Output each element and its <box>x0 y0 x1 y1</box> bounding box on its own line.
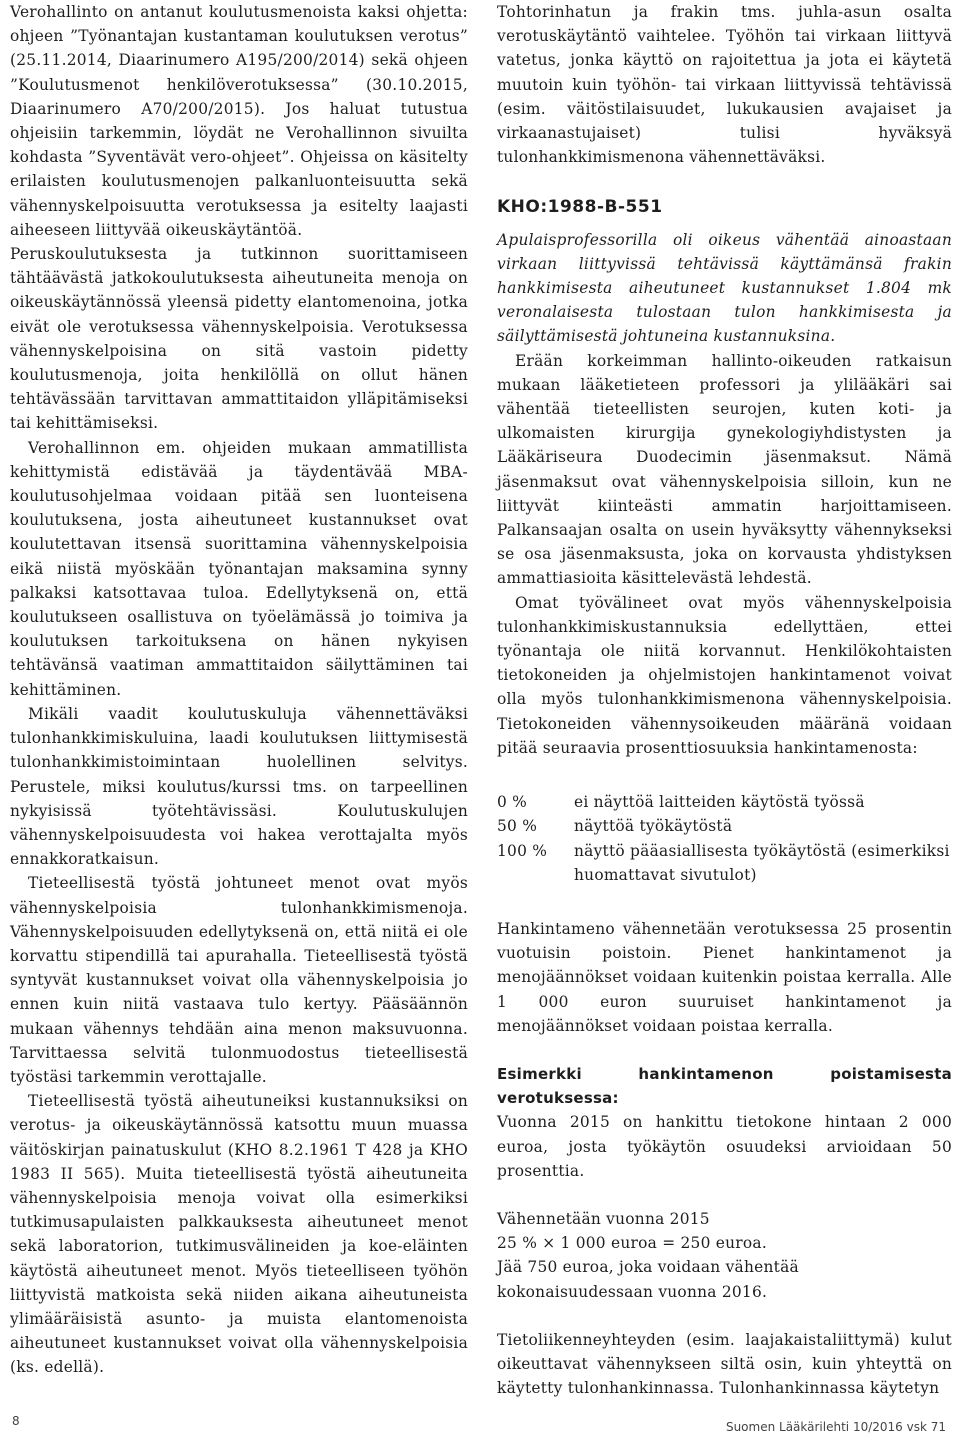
calculation-line: Jää 750 euroa, joka voidaan vähentää <box>497 1258 799 1277</box>
description-cell: ei näyttöä laitteiden käytöstä työssä <box>574 793 865 812</box>
right-column <box>497 0 952 1400</box>
paragraph-membership-fees: Erään korkeimman hallinto-oikeuden ratkaisun mukaan lääketieteen professori ja ylilääkäri sai vähentää tieteellisten seurojen, kuten koti- ja ulkomaisten kirurgija gynekologiyhdistysten ja Lääkäriseura Duodecimin jäsenmaksut. Nämä jäsenmaksut ovat vähennyskelpoisia silloin, kun ne liittyvät kiinteästi ammatin harjoittamiseen. Palkansaajan osalta on usein hyväksytty vähennykseksi se osa jäsenmaksusta, joka on korvausta yhdistyksen ammattiasioita käsittelevästä lehdestä. <box>497 351 952 588</box>
description-cell: näyttöä työkäytöstä <box>574 817 733 836</box>
percentage-cell: 0 % <box>497 793 528 812</box>
calculation-line: Vähennetään vuonna 2015 <box>497 1209 710 1228</box>
paragraph-mba: Verohallinnon em. ohjeiden mukaan ammatillista kehittymistä edistävää ja täydentävää MBA-koulutusohjelmaa voidaan pitää sen luonteisena koulutuksena, josta aiheutuneet kustannukset ovat koulutettavan itsensä suorittamina vähennyskelpoisia eikä niistä myöskään työnantajan maksamina synny palkaksi katsottavaa tuloa. Edellytyksenä on, että koulutukseen osallistuva on työelämässä jo toimiva ja koulutuksen tarkoituksena on hänen nykyisen tehtävänsä vaatiman ammattitaidon säilyttäminen tai kehittäminen. <box>10 438 468 699</box>
left-column <box>10 0 468 1380</box>
example-text: Vuonna 2015 on hankittu tietokone hintaan 2 000 euroa, josta työkäytön osuudeksi arvioidaan 50 prosenttia. <box>497 1113 952 1180</box>
paragraph-telecom: Tietoliikenneyhteyden (esim. laajakaistaliittymä) kulut oikeuttavat vähennykseen siltä osin, kuin yhteyttä on käytetty tulonhankinnassa. Tulonhankinnassa käytetyn <box>497 1330 952 1398</box>
paragraph-scientific-costs: Tieteellisestä työstä aiheutuneiksi kustannuksiksi on verotus- ja oikeuskäytännössä katsottu muun muassa väitöskirjan painatuskulut (KHO 8.2.1961 T 428 ja KHO 1983 II 565). Muita tieteellisestä työstä aiheutuneita vähennyskelpoisia menoja voivat olla esimerkiksi tutkimusapulaisten palkkauksesta aiheutuneet menot sekä laboratorion, tutkimusvälineiden ja koe-eläinten käytöstä aiheutuneet menot. Myös tieteelliseen työhön liittyvistä matkoista sekä niiden aikana aiheutuneista ylimääräisistä asunto- ja muista elantomenoista aiheutuneet kustannukset voivat olla vähennyskelpoisia (ks. edellä). <box>10 1092 468 1377</box>
paragraph-deduction-request: Mikäli vaadit koulutuskuluja vähennettäväksi tulonhankkimiskuluina, laadi koulutuksen liittymisestä tulonhankkimistoimintaan huolellinen selvitys. Perustele, miksi koulutus/kurssi tms. on tarpeellinen nykyisissä työtehtävissäsi. Koulutuskulujen vähennyskelpoisuudesta voi hakea verottajalta myös ennakkoratkaisun. <box>10 704 468 869</box>
calculation-line: 25 % × 1 000 euroa = 250 euroa. <box>497 1234 767 1253</box>
table-row <box>497 814 952 838</box>
paragraph-basic-education: Peruskoulutuksesta ja tutkinnon suorittamiseen tähtäävästä jatkokoulutuksesta aiheutuneita menoja on oikeuskäytännössä yleensä pidetty elantomenoina, jotka eivät ole verotuksessa vähennyskelpoisia. Verotuksessa vähennyskelpoisina on sitä vastoin pidetty koulutusmenoja, joita henkilöllä on ollut hänen tehtävässään tarvittavan ammattitaidon ylläpitämiseksi tai kehittämiseksi. <box>10 245 468 433</box>
description-cell: näyttö pääasiallisesta työkäytöstä (esimerkiksi huomattavat sivutulot) <box>574 841 950 884</box>
paragraph-depreciation: Hankintameno vähennetään verotuksessa 25 prosentin vuotuisin poistoin. Pienet hankintamenot ja menojäännökset voidaan kuitenkin poistaa kerralla. Alle 1 000 euron suuruiset hankintamenot ja menojäännökset voidaan poistaa kerralla. <box>497 919 952 1035</box>
table-row <box>497 839 952 887</box>
example-title: Esimerkki hankintamenon poistamisesta verotuksessa: <box>497 1064 952 1108</box>
percentage-cell: 100 % <box>497 841 548 860</box>
page-number: 8 <box>12 1414 20 1428</box>
table-row <box>497 790 952 814</box>
paragraph-work-tools: Omat työvälineet ovat myös vähennyskelpoisia tulonhankkimiskustannuksia edellyttäen, ettei työnantaja ole niitä korvannut. Henkilökohtaisten tietokoneiden ja ohjelmistojen hankintamenot voivat olla myös tulonhankkimismenona vähennyskelpoisia. Tietokoneiden vähennysoikeuden määränä voidaan pitää seuraavia prosenttiosuuksia hankintamenosta: <box>497 593 952 757</box>
percentage-cell: 50 % <box>497 817 538 836</box>
journal-info: Suomen Lääkärilehti 10/2016 vsk 71 <box>725 1420 946 1434</box>
page-footer <box>0 1414 960 1444</box>
deduction-percentage-table <box>497 790 952 887</box>
case-abstract: Apulaisprofessorilla oli oikeus vähentää ainoastaan virkaan liittyvissä tehtävissä käyttämänsä frakin hankkimisesta aiheutuneet kustannukset 1.804 mk veronalaisesta tulostaan tulon hankkimisesta ja säilyttämisestä johtuneina kustannuksina. <box>497 230 952 346</box>
paragraph-tax-instructions: Verohallinto on antanut koulutusmenoista kaksi ohjetta: ohjeen ”Työnantajan kustantaman koulutuksen verotus” (25.11.2014, Diaarinumero A195/200/2014) sekä ohjeen ”Koulutusmenot henkilöverotuksessa” (30.10.2015, Diaarinumero A70/200/2015). Jos haluat tutustua ohjeisiin tarkemmin, löydät ne Verohallinnon sivuilta kohdasta ”Syventävät vero-ohjeet”. Ohjeissa on käsitelty erilaisten koulutusmenojen palkanluonteisuutta sekä vähennyskelpoisuutta verotuksessa ja esitelty laajasti aiheeseen liittyvää oikeuskäytäntöä. <box>10 3 468 239</box>
case-heading: KHO:1988-B-551 <box>497 197 663 218</box>
calculation-line: kokonaisuudessaan vuonna 2016. <box>497 1282 768 1301</box>
paragraph-formal-attire: Tohtorinhatun ja frakin tms. juhla-asun osalta verotuskäytäntö vaihtelee. Työhön tai virkaan liittyvä vatetus, jonka käyttö on rajoitettua ja jota ei käytetä muutoin kuin työhön- tai virkaan liittyvissä tehtävissä (esim. väitöstilaisuudet, lukukausien avajaiset ja virkaanastujaiset) tulisi hyväksyä tulonhankkimismenona vähennettäväksi. <box>497 3 952 167</box>
example-calculation <box>497 1207 952 1304</box>
paragraph-scientific-work: Tieteellisestä työstä johtuneet menot ovat myös vähennyskelpoisia tulonhankkimismenoja. Vähennyskelpoisuuden edellytyksenä on, että niitä ei ole korvattu stipendillä tai apurahalla. Tieteellisestä työstä syntyvät kustannukset voivat olla vähennyskelpoisia jo ennen kuin niitä vastaava tulo kertyy. Pääsäännön mukaan vähennys tehdään aina menon maksuvuonna. Tarvittaessa selvitä tulonmuodostus tieteellisestä työstäsi tarkemmin verottajalle. <box>10 874 468 1086</box>
